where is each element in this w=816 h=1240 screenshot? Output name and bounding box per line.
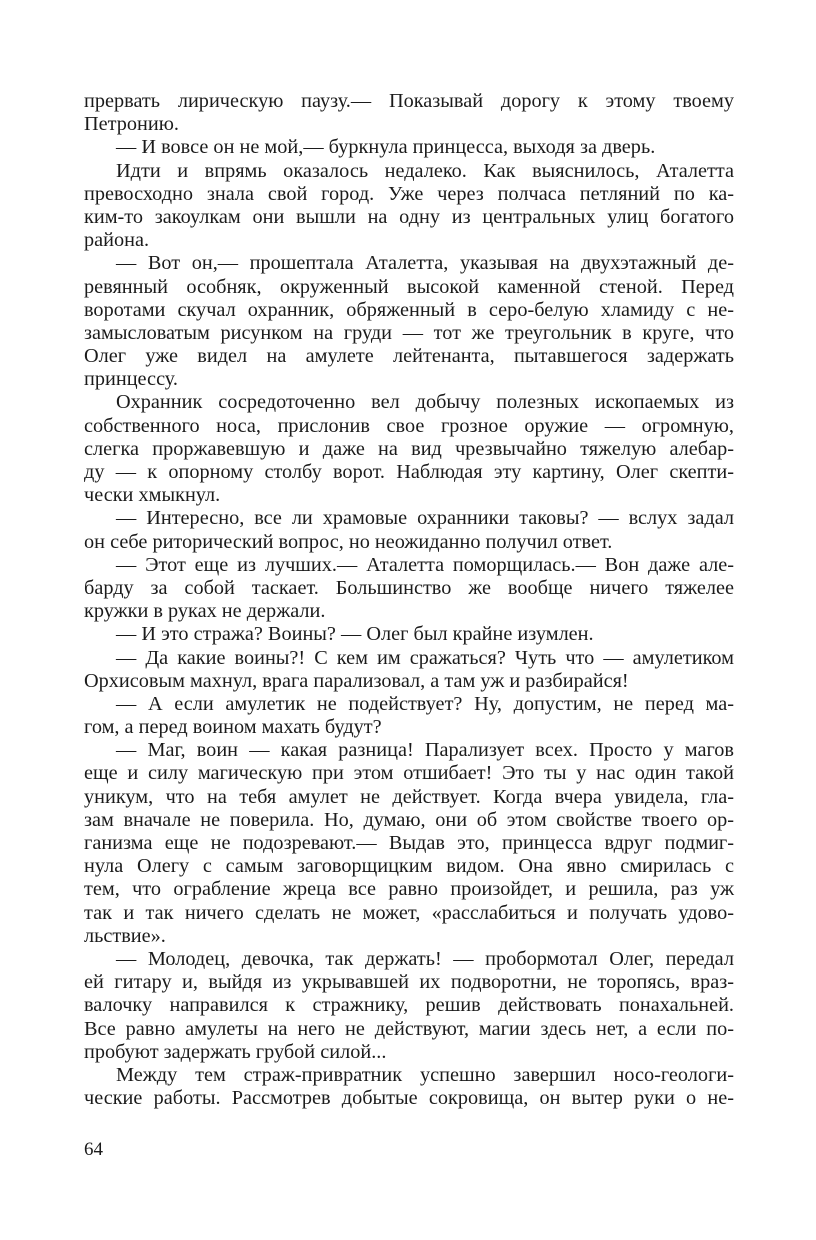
text-line: кружки в руках не держали.	[84, 600, 326, 623]
text-line: — Маг, воин — какая разница! Парализует всех. Просто у магов	[116, 739, 734, 762]
text-line: ей гитару и, выйдя из укрывавшей их подворотни, не торопясь, враз-	[84, 971, 734, 994]
text-line: Олег уже видел на амулете лейтенанта, пытавшегося задержать	[84, 345, 734, 368]
text-line: зам вначале не поверила. Но, думаю, они об этом свойстве твоего ор-	[84, 808, 734, 831]
text-line: Все равно амулеты на него не действуют, магии здесь нет, а если по-	[84, 1017, 734, 1040]
text-line: прервать лирическую паузу.— Показывай дорогу к этому твоему	[84, 90, 734, 112]
text-line: уникум, что на тебя амулет не действует. Когда вчера увидела, гла-	[84, 785, 734, 808]
text-line: льствие».	[84, 924, 166, 947]
text-line: Петронию.	[84, 113, 179, 136]
text-line: ганизма еще не подозревают.— Выдав это, принцесса вдруг подмиг-	[84, 832, 734, 854]
text-line: гом, а перед воином махать будут?	[84, 716, 382, 739]
text-line: района.	[84, 229, 150, 252]
text-line: превосходно знала свой город. Уже через полчаса петляний по ка-	[84, 182, 734, 205]
text-line: слегка проржавевшую и даже на вид чрезвычайно тяжелую алебар-	[84, 437, 734, 460]
page-number: 64	[84, 1139, 103, 1160]
page-body	[84, 90, 734, 1110]
text-line: так и так ничего сделать не может, «расслабиться и получать удово-	[84, 901, 734, 924]
text-line: — Этот еще из лучших.— Аталетта поморщилась.— Вон даже але-	[116, 553, 734, 576]
text-line: — Вот он,— прошептала Аталетта, указывая на двухэтажный де-	[116, 252, 734, 275]
text-line: — А если амулетик не подействует? Ну, допустим, не перед ма-	[116, 692, 734, 715]
text-line: — Молодец, девочка, так держать! — пробормотал Олег, передал	[116, 947, 734, 970]
text-line: Идти и впрямь оказалось недалеко. Как выяснилось, Аталетта	[116, 159, 734, 182]
text-line: валочку направился к стражнику, решив действовать понахальней.	[84, 994, 734, 1017]
text-line: тем, что ограбление жреца все равно произойдет, и решила, раз уж	[84, 878, 734, 901]
text-line: ким-то закоулкам они вышли на одну из центральных улиц богатого	[84, 205, 734, 228]
text-line: ревянный особняк, окруженный высокой каменной стеной. Перед	[84, 275, 734, 298]
text-line: ческие работы. Рассмотрев добытые сокровища, он вытер руки о не-	[84, 1087, 734, 1110]
text-line: воротами скучал охранник, обряженный в серо-белую хламиду с не-	[84, 298, 734, 321]
text-line: — Да какие воины?! С кем им сражаться? Чуть что — амулетиком	[116, 646, 734, 669]
text-line: собственного носа, прислонив свое грозное оружие — огромную,	[84, 414, 734, 437]
text-line: еще и силу магическую при этом отшибает! Это ты у нас один такой	[84, 762, 734, 785]
text-line: ду — к опорному столбу ворот. Наблюдая эту картину, Олег скепти-	[84, 461, 734, 483]
text-line: чески хмыкнул.	[84, 484, 221, 507]
text-line: нула Олегу с самым заговорщицким видом. Она явно смирилась с	[84, 855, 734, 878]
text-line: Орхисовым махнул, врага парализовал, а там уж и разбирайся!	[84, 669, 629, 692]
text-line: — Интересно, все ли храмовые охранники таковы? — вслух задал	[116, 507, 734, 530]
text-line: он себе риторический вопрос, но неожиданно получил ответ.	[84, 530, 613, 553]
text-line: замысловатым рисунком на груди — тот же треугольник в круге, что	[84, 321, 734, 344]
text-line: пробуют задержать грубой силой...	[84, 1040, 387, 1063]
text-line: Охранник сосредоточенно вел добычу полезных ископаемых из	[116, 391, 734, 414]
text-line: — И это стража? Воины? — Олег был крайне изумлен.	[116, 623, 594, 646]
text-line: — И вовсе он не мой,— буркнула принцесса, выходя за дверь.	[116, 136, 656, 159]
text-line: принцессу.	[84, 368, 178, 391]
text-line: барду за собой таскает. Большинство же вообще ничего тяжелее	[84, 576, 734, 599]
text-line: Между тем страж-привратник успешно завершил носо-геологи-	[116, 1063, 734, 1086]
